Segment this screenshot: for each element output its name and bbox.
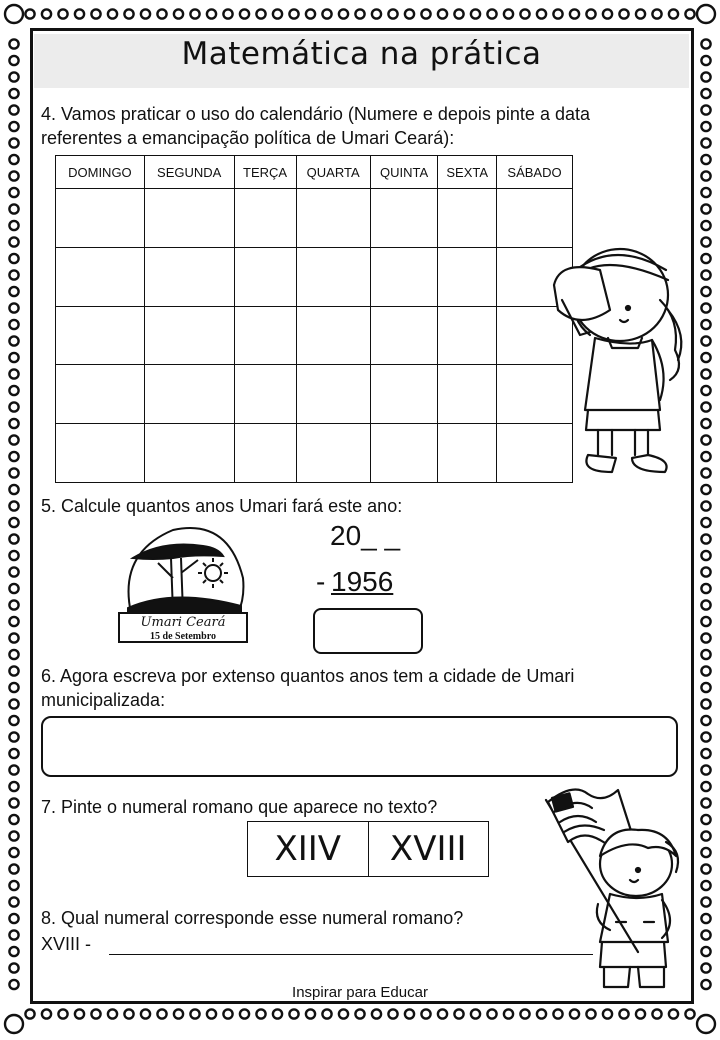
border-dot — [306, 1009, 315, 1018]
border-dot — [701, 963, 710, 972]
border-dot — [9, 782, 18, 791]
border-dot — [701, 287, 710, 296]
border-dot — [355, 1009, 364, 1018]
border-dot — [9, 749, 18, 758]
q7-text: 7. Pinte o numeral romano que aparece no texto? — [41, 797, 438, 817]
corner-ornament — [5, 5, 23, 23]
border-dot — [9, 732, 18, 741]
border-dot — [240, 1009, 249, 1018]
border-dot — [685, 9, 694, 18]
q6-text-line2: municipalizada: — [41, 690, 166, 710]
border-dot — [421, 1009, 430, 1018]
border-dot — [701, 204, 710, 213]
weekday-header: DOMINGO — [56, 156, 145, 189]
calendar-cell[interactable] — [234, 189, 296, 248]
calendar-cell[interactable] — [296, 365, 370, 424]
border-dot — [504, 1009, 513, 1018]
border-dot — [42, 9, 51, 18]
border-dot — [9, 270, 18, 279]
border-dot — [388, 1009, 397, 1018]
border-dot — [701, 683, 710, 692]
calendar-cell[interactable] — [56, 365, 145, 424]
border-dot — [108, 1009, 117, 1018]
border-dot — [9, 303, 18, 312]
q6-text-line1: 6. Agora escreva por extenso quantos anos tem a cidade de Umari — [41, 666, 575, 686]
border-dot — [9, 485, 18, 494]
border-dot — [289, 1009, 298, 1018]
q8-prompt: XVIII - — [41, 934, 92, 954]
corner-ornament — [697, 1015, 715, 1033]
border-dot — [207, 9, 216, 18]
calendar-week-row — [56, 247, 573, 306]
border-dot — [9, 699, 18, 708]
calendar-cell[interactable] — [144, 189, 234, 248]
border-dot — [520, 1009, 529, 1018]
border-dot — [273, 9, 282, 18]
border-dot — [306, 9, 315, 18]
border-dot — [701, 584, 710, 593]
border-dot — [25, 9, 34, 18]
border-dot — [9, 353, 18, 362]
border-dot — [603, 9, 612, 18]
border-dot — [537, 9, 546, 18]
calendar-cell[interactable] — [234, 365, 296, 424]
page-title: Matemática na prática — [181, 36, 542, 72]
border-dot — [586, 1009, 595, 1018]
border-dot — [174, 9, 183, 18]
border-dot — [421, 9, 430, 18]
border-dot — [289, 9, 298, 18]
corner-ornament — [5, 1015, 23, 1033]
border-dot — [124, 1009, 133, 1018]
q4-text-line1: 4. Vamos praticar o uso do calendário (Numere e depois pinte a data — [41, 104, 590, 124]
logo-date: 15 de Setembro — [150, 631, 216, 642]
border-dot — [701, 171, 710, 180]
answer-box-age[interactable] — [313, 608, 423, 654]
weekday-header: SEGUNDA — [144, 156, 234, 189]
subtraction-subtrahend: 1956 — [331, 566, 394, 597]
border-dot — [701, 468, 710, 477]
answer-box-written-age[interactable] — [41, 716, 678, 777]
border-dot — [586, 9, 595, 18]
border-dot — [9, 435, 18, 444]
border-dot — [9, 600, 18, 609]
calendar-cell[interactable] — [56, 247, 145, 306]
border-dot — [701, 831, 710, 840]
border-dot — [9, 963, 18, 972]
weekday-header: QUINTA — [370, 156, 438, 189]
border-dot — [9, 369, 18, 378]
border-dot — [701, 237, 710, 246]
border-dot — [701, 633, 710, 642]
border-dot — [9, 402, 18, 411]
calendar-cell[interactable] — [144, 247, 234, 306]
border-dot — [9, 287, 18, 296]
calendar-cell[interactable] — [144, 365, 234, 424]
calendar-cell[interactable] — [296, 247, 370, 306]
border-dot — [9, 89, 18, 98]
roman-option[interactable]: XIIV — [248, 822, 369, 877]
calendar-cell[interactable] — [296, 189, 370, 248]
border-dot — [9, 930, 18, 939]
border-dot — [372, 9, 381, 18]
border-dot — [42, 1009, 51, 1018]
border-dot — [701, 699, 710, 708]
border-dot — [701, 732, 710, 741]
border-dot — [701, 402, 710, 411]
calendar-cell[interactable] — [438, 306, 497, 365]
border-dot — [619, 1009, 628, 1018]
border-dot — [9, 881, 18, 890]
border-dot — [108, 9, 117, 18]
border-dot — [685, 1009, 694, 1018]
border-dot — [9, 666, 18, 675]
border-dot — [701, 617, 710, 626]
border-dot — [58, 1009, 67, 1018]
calendar-week-row — [56, 365, 573, 424]
border-dot — [9, 320, 18, 329]
border-dot — [701, 89, 710, 98]
answer-line-arabic-number[interactable] — [109, 954, 593, 955]
border-dot — [223, 1009, 232, 1018]
calendar-cell[interactable] — [234, 247, 296, 306]
border-dot — [701, 914, 710, 923]
girl-saluting-illustration — [540, 240, 690, 485]
border-dot — [9, 254, 18, 263]
border-dot — [9, 534, 18, 543]
border-dot — [669, 9, 678, 18]
border-dot — [537, 1009, 546, 1018]
border-dot — [701, 567, 710, 576]
border-dot — [701, 56, 710, 65]
border-dot — [701, 254, 710, 263]
border-dot — [157, 1009, 166, 1018]
border-dot — [652, 9, 661, 18]
calendar-cell[interactable] — [56, 189, 145, 248]
border-dot — [701, 666, 710, 675]
border-dot — [190, 9, 199, 18]
border-dot — [9, 501, 18, 510]
boy-with-flag-illustration — [538, 782, 688, 997]
border-dot — [9, 72, 18, 81]
border-dot — [454, 9, 463, 18]
border-dot — [9, 848, 18, 857]
border-dot — [701, 221, 710, 230]
border-dot — [9, 947, 18, 956]
border-dot — [701, 864, 710, 873]
border-dot — [471, 1009, 480, 1018]
border-dot — [240, 9, 249, 18]
border-dot — [701, 765, 710, 774]
border-dot — [487, 9, 496, 18]
border-dot — [9, 105, 18, 114]
calendar-week-row — [56, 424, 573, 483]
border-dot — [9, 815, 18, 824]
border-dot — [701, 72, 710, 81]
weekday-header: SÁBADO — [497, 156, 573, 189]
border-dot — [405, 9, 414, 18]
weekday-header: QUARTA — [296, 156, 370, 189]
roman-numeral-options — [247, 821, 489, 877]
border-dot — [322, 9, 331, 18]
border-dot — [701, 386, 710, 395]
border-dot — [701, 435, 710, 444]
subtraction-minuend: 20_ _ — [330, 520, 401, 551]
border-dot — [9, 683, 18, 692]
border-dot — [701, 930, 710, 939]
border-dot — [9, 716, 18, 725]
calendar-cell[interactable] — [438, 189, 497, 248]
border-dot — [223, 9, 232, 18]
border-dot — [9, 567, 18, 576]
border-dot — [701, 419, 710, 428]
roman-option[interactable]: XVIII — [368, 822, 489, 877]
border-dot — [701, 650, 710, 659]
border-dot — [701, 353, 710, 362]
border-dot — [9, 468, 18, 477]
border-dot — [652, 1009, 661, 1018]
border-dot — [91, 9, 100, 18]
border-dot — [603, 1009, 612, 1018]
border-dot — [701, 105, 710, 114]
border-dot — [207, 1009, 216, 1018]
border-dot — [9, 386, 18, 395]
border-dot — [636, 1009, 645, 1018]
border-dot — [9, 336, 18, 345]
border-dot — [9, 452, 18, 461]
calendar-cell[interactable] — [438, 365, 497, 424]
border-dot — [9, 864, 18, 873]
border-dot — [388, 9, 397, 18]
border-dot — [9, 914, 18, 923]
border-dot — [701, 452, 710, 461]
border-dot — [9, 765, 18, 774]
border-dot — [701, 782, 710, 791]
calendar-cell[interactable] — [438, 247, 497, 306]
border-dot — [701, 749, 710, 758]
border-dot — [701, 947, 710, 956]
calendar-cell[interactable] — [234, 306, 296, 365]
calendar-header-row — [56, 156, 573, 189]
calendar-cell[interactable] — [370, 424, 438, 483]
border-dot — [701, 270, 710, 279]
border-dot — [701, 155, 710, 164]
border-dot — [9, 584, 18, 593]
umari-ceara-logo — [113, 518, 253, 648]
calendar-cell[interactable] — [56, 424, 145, 483]
border-dot — [701, 534, 710, 543]
border-dot — [454, 1009, 463, 1018]
border-dot — [701, 303, 710, 312]
calendar-cell[interactable] — [234, 424, 296, 483]
calendar-week-row — [56, 189, 573, 248]
border-dot — [553, 1009, 562, 1018]
border-dot — [9, 221, 18, 230]
border-dot — [9, 617, 18, 626]
border-dot — [58, 9, 67, 18]
border-dot — [9, 518, 18, 527]
calendar-cell[interactable] — [370, 306, 438, 365]
border-dot — [701, 716, 710, 725]
border-dot — [438, 1009, 447, 1018]
border-dot — [339, 1009, 348, 1018]
weekday-header: SEXTA — [438, 156, 497, 189]
weekday-header: TERÇA — [234, 156, 296, 189]
border-dot — [9, 551, 18, 560]
border-dot — [701, 501, 710, 510]
logo-city-name: Umari Ceará — [140, 615, 226, 630]
calendar-cell[interactable] — [370, 247, 438, 306]
q4-text-line2: referentes a emancipação política de Umari Ceará): — [41, 128, 455, 148]
border-dot — [141, 1009, 150, 1018]
border-dot — [701, 881, 710, 890]
border-dot — [701, 518, 710, 527]
q5-text: 5. Calcule quantos anos Umari fará este ano: — [41, 496, 403, 516]
border-dot — [619, 9, 628, 18]
calendar-cell[interactable] — [296, 306, 370, 365]
border-dot — [471, 9, 480, 18]
calendar-cell[interactable] — [144, 424, 234, 483]
border-dot — [9, 138, 18, 147]
border-dot — [701, 122, 710, 131]
border-dot — [9, 155, 18, 164]
calendar-cell[interactable] — [497, 189, 573, 248]
border-dot — [75, 9, 84, 18]
border-dot — [355, 9, 364, 18]
q8-text: 8. Qual numeral corresponde esse numeral romano? — [41, 908, 464, 928]
border-dot — [9, 237, 18, 246]
border-dot — [701, 551, 710, 560]
border-dot — [570, 1009, 579, 1018]
border-dot — [9, 831, 18, 840]
border-dot — [701, 320, 710, 329]
border-dot — [174, 1009, 183, 1018]
border-dot — [9, 633, 18, 642]
border-dot — [570, 9, 579, 18]
calendar-cell[interactable] — [438, 424, 497, 483]
calendar-grid — [55, 155, 573, 483]
border-dot — [256, 9, 265, 18]
corner-ornament — [697, 5, 715, 23]
border-dot — [701, 188, 710, 197]
border-dot — [438, 9, 447, 18]
border-dot — [636, 9, 645, 18]
border-dot — [322, 1009, 331, 1018]
footer-credit: Inspirar para Educar — [292, 984, 428, 1001]
border-dot — [9, 798, 18, 807]
border-dot — [25, 1009, 34, 1018]
border-dot — [701, 336, 710, 345]
border-dot — [487, 1009, 496, 1018]
border-dot — [372, 1009, 381, 1018]
border-dot — [9, 897, 18, 906]
border-dot — [75, 1009, 84, 1018]
border-dot — [701, 485, 710, 494]
subtraction-minus-sign: - — [316, 566, 326, 597]
border-dot — [701, 600, 710, 609]
border-dot — [701, 369, 710, 378]
border-dot — [273, 1009, 282, 1018]
border-dot — [405, 1009, 414, 1018]
border-dot — [190, 1009, 199, 1018]
border-dot — [124, 9, 133, 18]
border-dot — [339, 9, 348, 18]
border-dot — [9, 419, 18, 428]
border-dot — [9, 650, 18, 659]
border-dot — [701, 848, 710, 857]
border-dot — [701, 815, 710, 824]
calendar-week-row — [56, 306, 573, 365]
border-dot — [669, 1009, 678, 1018]
border-dot — [9, 56, 18, 65]
calendar-cell[interactable] — [370, 365, 438, 424]
calendar-cell[interactable] — [370, 189, 438, 248]
border-dot — [701, 138, 710, 147]
border-dot — [701, 897, 710, 906]
calendar-cell[interactable] — [144, 306, 234, 365]
border-dot — [9, 39, 18, 48]
border-dot — [520, 9, 529, 18]
border-dot — [701, 798, 710, 807]
border-dot — [157, 9, 166, 18]
border-dot — [504, 9, 513, 18]
calendar-cell[interactable] — [56, 306, 145, 365]
border-dot — [91, 1009, 100, 1018]
border-dot — [256, 1009, 265, 1018]
border-dot — [553, 9, 562, 18]
border-dot — [9, 188, 18, 197]
border-dot — [141, 9, 150, 18]
border-dot — [9, 204, 18, 213]
border-dot — [701, 39, 710, 48]
border-dot — [9, 122, 18, 131]
border-dot — [9, 171, 18, 180]
calendar-cell[interactable] — [296, 424, 370, 483]
